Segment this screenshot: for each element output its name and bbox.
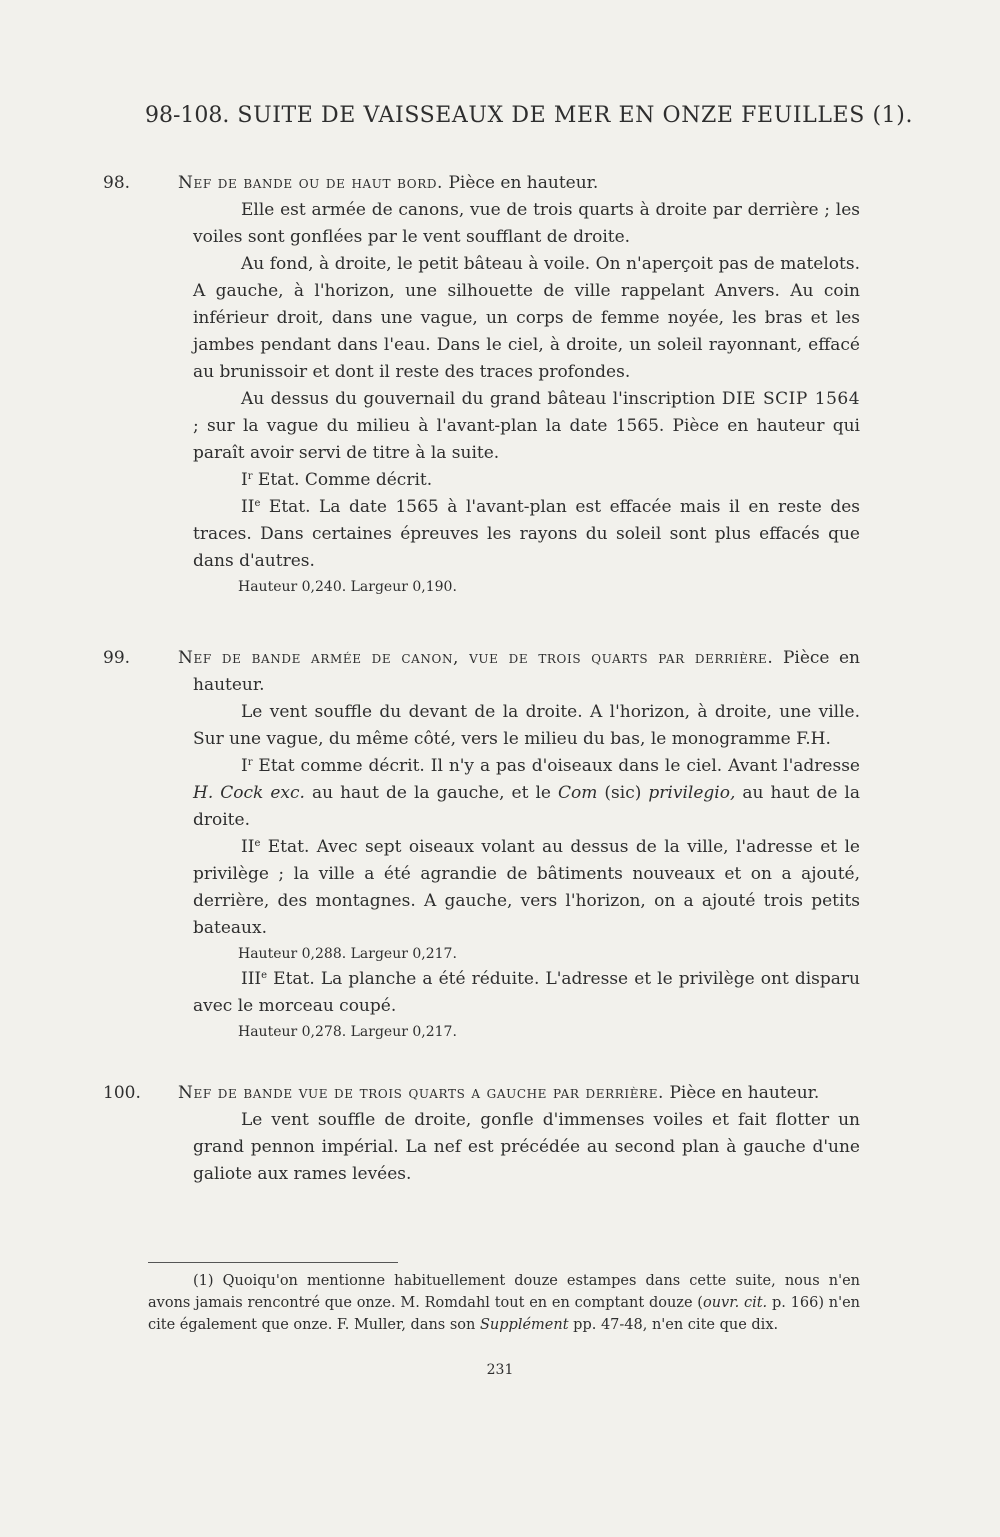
state-text: Etat. La date 1565 à l'avant-plan est effacée mais il en reste des traces. Dans certaines épreuves les rayons du soleil sont plus effacés que dans d'autres.	[193, 497, 860, 571]
state-description	[193, 494, 860, 575]
state-label: I	[241, 756, 248, 776]
dimensions: Hauteur 0,278. Largeur 0,217.	[238, 1024, 457, 1040]
catalogue-entry-98	[103, 170, 861, 599]
entry-number: 100.	[103, 1083, 141, 1103]
entry-paragraph: Le vent souffle de droite, gonfle d'immenses voiles et fait flotter un grand pennon impérial. La nef est précédée au second plan à gauche d'une galiote aux rames levées.	[193, 1110, 860, 1184]
state-description	[193, 753, 860, 834]
entry-title: Nef de bande vue de trois quarts a gauche par derrière.	[178, 1083, 665, 1103]
state-label: III	[241, 969, 262, 989]
section-number: 98-108.	[145, 103, 230, 128]
state-text: Etat. La planche a été réduite. L'adresse et le privilège ont disparu avec le morceau coupé.	[193, 969, 860, 1016]
entry-heading	[103, 1080, 860, 1107]
page-number: 231	[486, 1362, 514, 1378]
section-title: SUITE DE VAISSEAUX DE MER EN ONZE FEUILLES (1).	[237, 103, 914, 128]
entry-heading	[103, 645, 860, 699]
footnote-text	[148, 1270, 860, 1336]
state-sup: r	[247, 757, 253, 768]
state-label: II	[241, 497, 255, 517]
dimensions: Hauteur 0,288. Largeur 0,217.	[238, 946, 457, 962]
state-sup: r	[247, 471, 253, 482]
entry-subtitle: Pièce en hauteur.	[448, 173, 599, 193]
state-text: au haut de la gauche, et le	[304, 783, 559, 803]
entry-title: Nef de bande ou de haut bord.	[178, 173, 444, 193]
paragraph-text: Au dessus du gouvernail du grand bâteau l'inscription	[241, 389, 716, 409]
entry-paragraph: Au fond, à droite, le petit bâteau à voile. On n'aperçoit pas de matelots. A gauche, à l'horizon, une silhouette de ville rappelant Anvers. Au coin inférieur droit, dans une vague, un corps de femme noyée, les bras et les jambes pendant dans l'eau. Dans le ciel, à droite, un soleil rayonnant, effacé au brunissoir et dont il reste des traces profondes.	[193, 254, 860, 382]
catalogue-entry-100	[103, 1080, 860, 1188]
italic-text: privilegio,	[648, 783, 736, 803]
footnote	[148, 1270, 860, 1336]
entry-subtitle: Pièce en hauteur.	[193, 648, 860, 695]
entry-number: 99.	[103, 648, 131, 668]
entry-number: 98.	[103, 173, 131, 193]
state-label: II	[241, 837, 255, 857]
entry-heading	[103, 170, 860, 197]
state-text: au haut de la droite.	[193, 783, 860, 830]
state-text: Etat. Comme décrit.	[252, 470, 433, 490]
state-sup: e	[261, 970, 268, 981]
state-description	[193, 467, 860, 494]
entry-paragraph: Elle est armée de canons, vue de trois quarts à droite par derrière ; les voiles sont gonflées par le vent soufflant de droite.	[193, 200, 860, 247]
footnote-part: p. 166) n'en cite également que onze. F. Muller, dans son	[148, 1295, 861, 1333]
state-description	[193, 834, 860, 942]
entry-title: Nef de bande armée de canon, vue de trois quarts par derrière.	[178, 648, 774, 668]
footnote-part: pp. 47-48, n'en cite que dix.	[568, 1317, 779, 1333]
entry-subtitle: Pièce en hauteur.	[669, 1083, 820, 1103]
section-header	[145, 103, 914, 128]
state-sup: e	[254, 838, 261, 849]
italic-text: Com	[558, 783, 598, 803]
state-description	[193, 966, 860, 1020]
state-text: Etat. Avec sept oiseaux volant au dessus de la ville, l'adresse et le privilège ; la ville a été agrandie de bâtiments nouveaux et on a ajouté, derrière, des montagnes. A gauche, vers l'horizon, on a ajouté trois petits bateaux.	[193, 837, 860, 938]
paragraph-text: ; sur la vague du milieu à l'avant-plan la date 1565. Pièce en hauteur qui paraît avoir servi de titre à la suite.	[193, 416, 860, 463]
state-label: I	[241, 470, 248, 490]
italic-text: Supplément	[479, 1317, 569, 1333]
state-text: Etat comme décrit. Il n'y a pas d'oiseaux dans le ciel. Avant l'adresse	[252, 756, 860, 776]
entry-paragraph	[193, 386, 860, 467]
dimensions: Hauteur 0,240. Largeur 0,190.	[238, 579, 457, 595]
footnote-divider	[148, 1262, 398, 1263]
inscription: DIE SCIP 1564	[721, 389, 861, 409]
catalogue-entry-99	[103, 645, 860, 1044]
italic-text: H. Cock exc.	[193, 783, 305, 803]
footnote-part: (1) Quoiqu'on mentionne habituellement douze estampes dans cette suite, nous n'en avons jamais rencontré que onze. M. Romdahl tout en en comptant douze (	[148, 1273, 860, 1311]
state-text: (sic)	[597, 783, 649, 803]
state-sup: e	[254, 498, 261, 509]
italic-text: ouvr. cit.	[702, 1295, 768, 1311]
entry-paragraph: Le vent souffle du devant de la droite. A l'horizon, à droite, une ville. Sur une vague, du même côté, vers le milieu du bas, le monogramme F.H.	[193, 702, 860, 749]
